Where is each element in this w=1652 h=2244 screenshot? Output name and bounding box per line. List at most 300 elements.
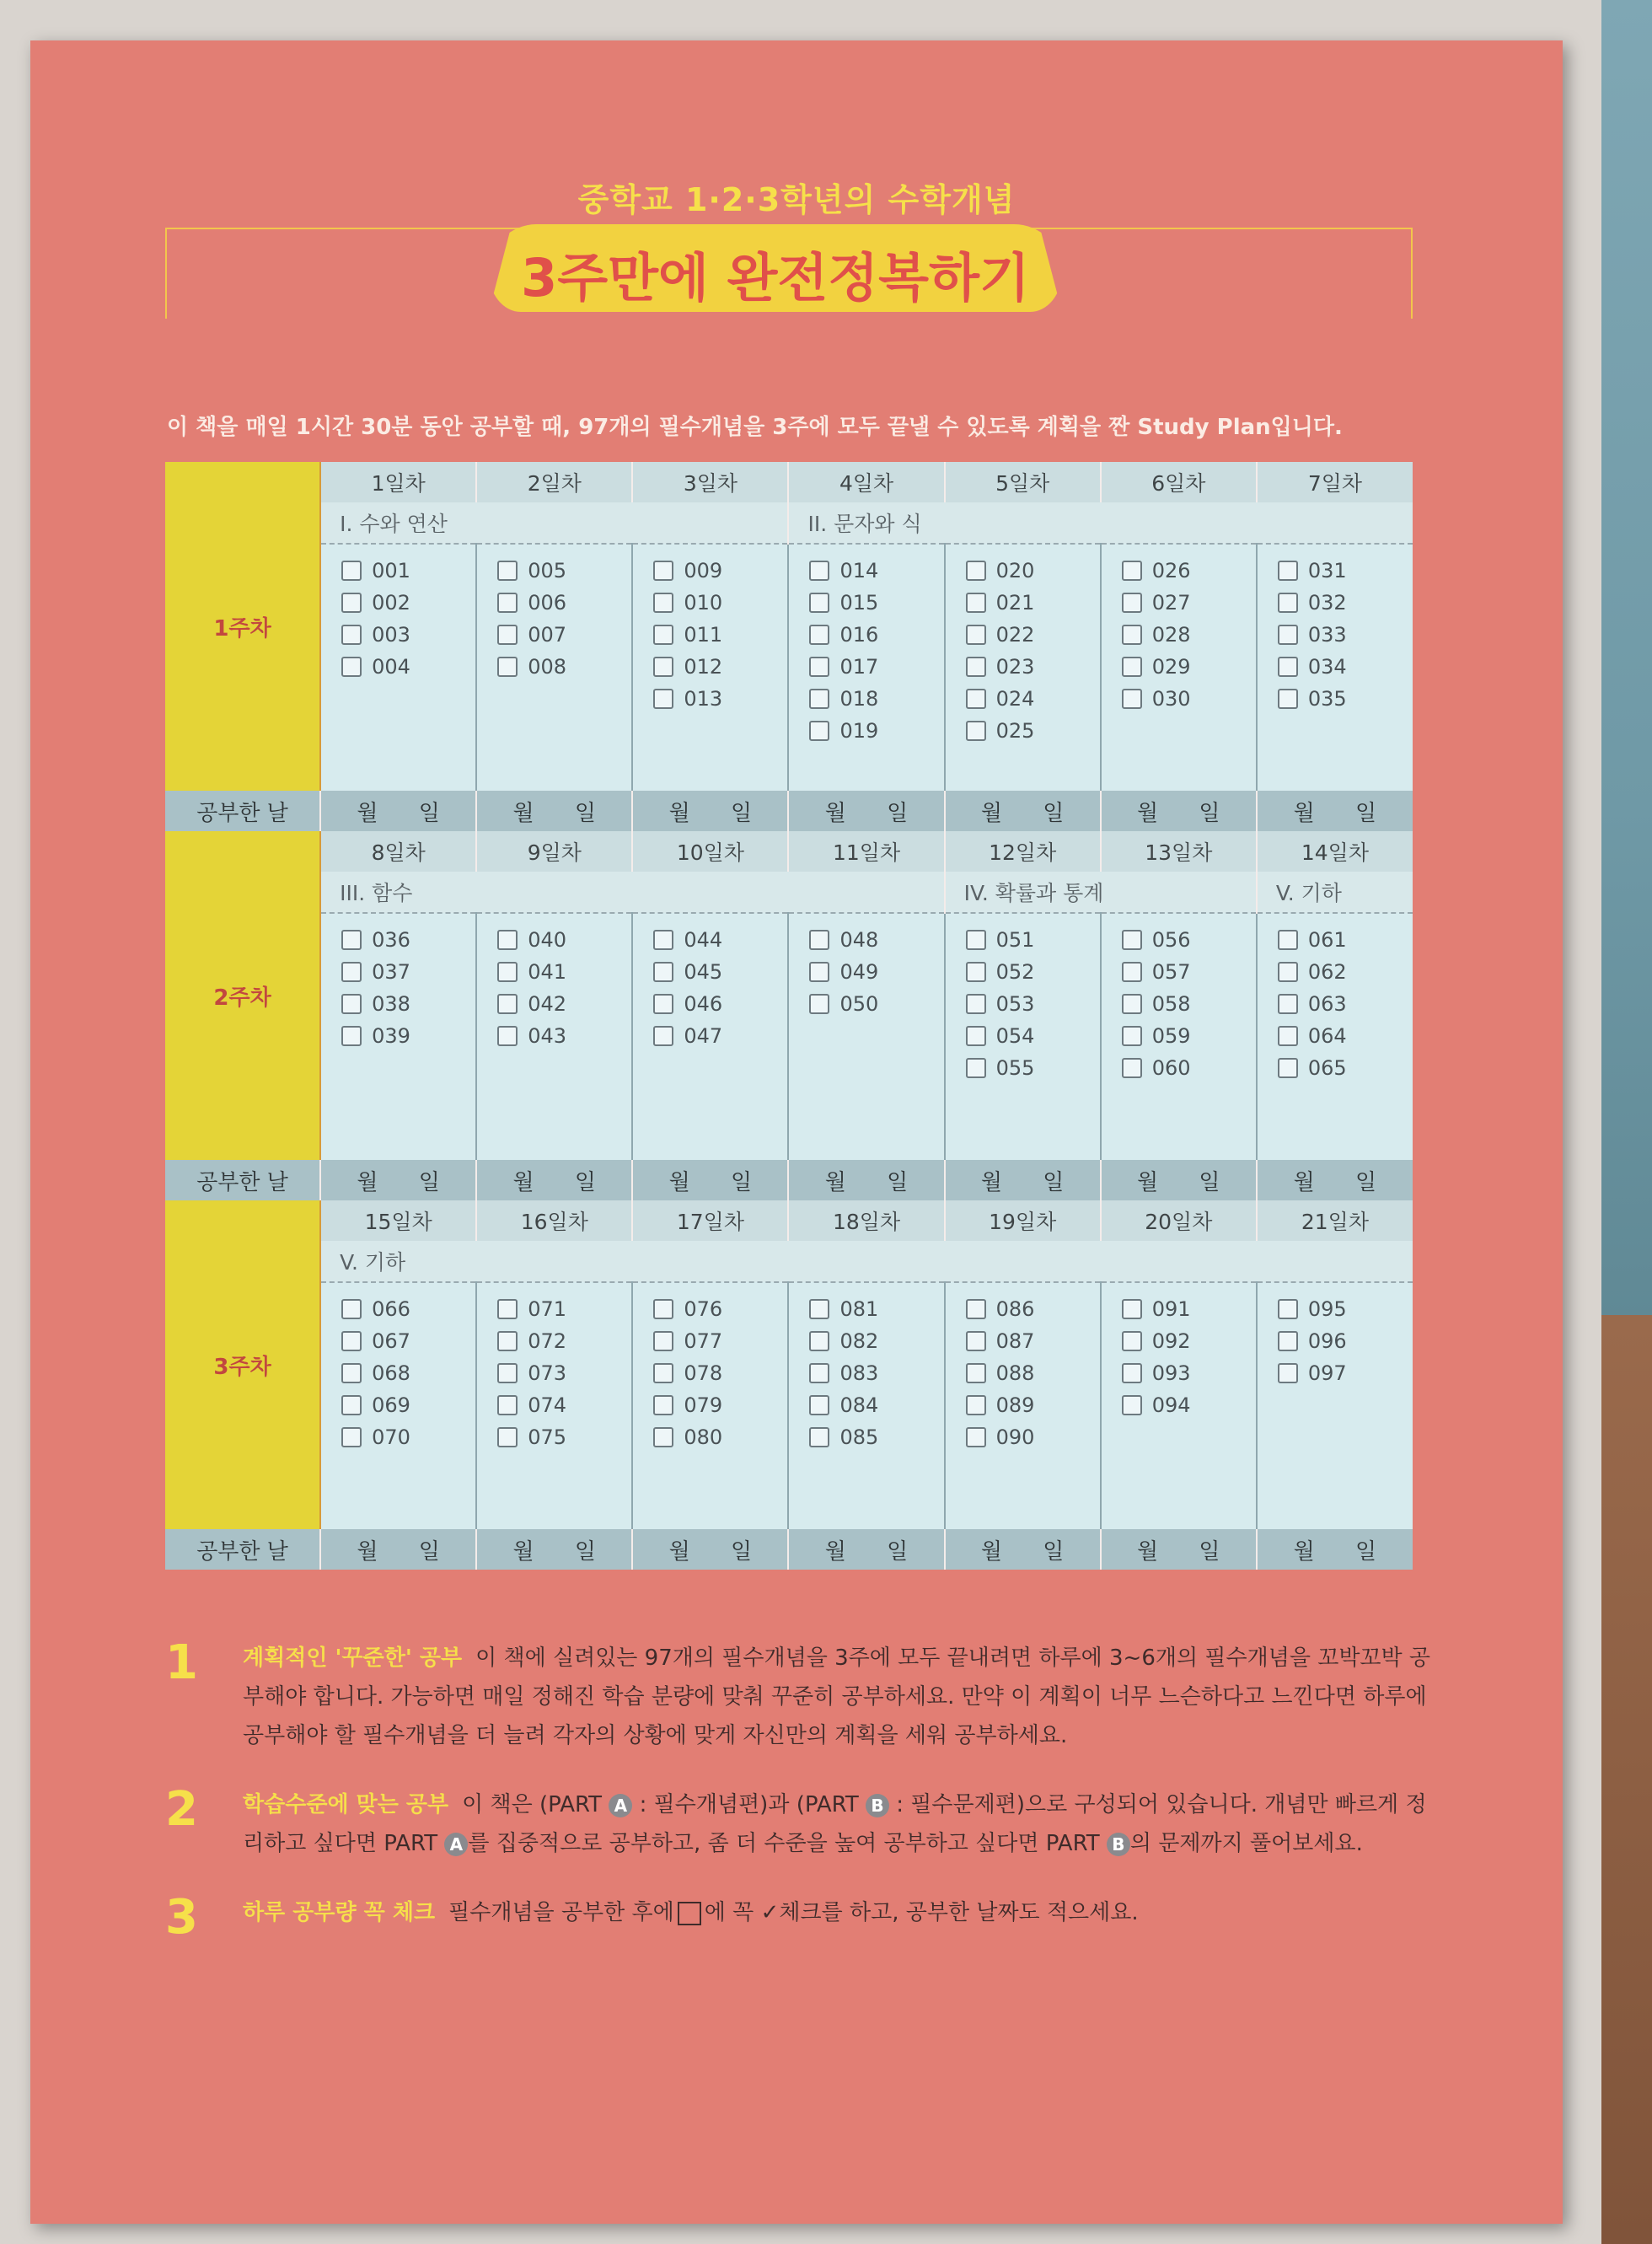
concept-item[interactable] bbox=[1278, 555, 1413, 587]
concept-item[interactable] bbox=[1278, 988, 1413, 1020]
checkbox[interactable] bbox=[497, 1363, 518, 1383]
concept-number: 027 bbox=[1151, 591, 1191, 615]
checkbox[interactable] bbox=[497, 561, 518, 581]
study-date-field[interactable]: 월 일 bbox=[945, 791, 1101, 831]
checkbox[interactable] bbox=[966, 1026, 986, 1046]
checkbox[interactable] bbox=[1122, 994, 1142, 1014]
concept-item[interactable] bbox=[1122, 1293, 1256, 1325]
checkbox[interactable] bbox=[966, 1299, 986, 1319]
checkbox[interactable] bbox=[1122, 657, 1142, 677]
concept-number: 064 bbox=[1307, 1024, 1347, 1048]
concept-number: 037 bbox=[372, 960, 410, 984]
concept-item[interactable] bbox=[497, 1421, 631, 1453]
concept-item[interactable] bbox=[653, 555, 787, 587]
concept-item[interactable] bbox=[497, 956, 631, 988]
study-date-label: 공부한 날 bbox=[165, 1529, 320, 1570]
concept-number: 020 bbox=[995, 559, 1035, 582]
concept-number: 087 bbox=[995, 1329, 1035, 1353]
concept-item[interactable] bbox=[1122, 683, 1256, 715]
checkbox[interactable] bbox=[809, 962, 829, 982]
checkbox[interactable] bbox=[1278, 1026, 1298, 1046]
checkbox[interactable] bbox=[497, 1331, 518, 1351]
checkbox[interactable] bbox=[497, 1026, 518, 1046]
concept-item[interactable] bbox=[1278, 587, 1413, 619]
day-label: 10일차 bbox=[632, 831, 788, 872]
checkbox[interactable] bbox=[1122, 930, 1142, 950]
concept-item[interactable] bbox=[497, 619, 631, 651]
checkbox[interactable] bbox=[1122, 561, 1142, 581]
concept-number: 076 bbox=[684, 1297, 723, 1321]
checkbox[interactable] bbox=[809, 1299, 829, 1319]
concept-item[interactable] bbox=[1278, 683, 1413, 715]
concept-item[interactable] bbox=[1278, 1293, 1413, 1325]
concept-number: 039 bbox=[372, 1024, 410, 1048]
checkbox[interactable] bbox=[341, 930, 362, 950]
study-date-field[interactable]: 월 일 bbox=[476, 1529, 632, 1570]
checkbox[interactable] bbox=[809, 1395, 829, 1415]
checkbox[interactable] bbox=[1278, 1299, 1298, 1319]
checkbox[interactable] bbox=[966, 994, 986, 1014]
concept-number: 047 bbox=[684, 1024, 723, 1048]
checkbox[interactable] bbox=[966, 561, 986, 581]
concept-item[interactable] bbox=[966, 555, 1100, 587]
concept-item[interactable] bbox=[809, 555, 943, 587]
study-date-field[interactable]: 월 일 bbox=[320, 791, 476, 831]
day-label: 15일차 bbox=[320, 1200, 476, 1241]
concept-number: 031 bbox=[1307, 559, 1347, 582]
concept-number: 043 bbox=[528, 1024, 567, 1048]
concept-number: 068 bbox=[372, 1361, 410, 1385]
concept-number: 012 bbox=[684, 655, 723, 679]
note-number: 3 bbox=[165, 1890, 198, 1945]
concept-item[interactable] bbox=[497, 1325, 631, 1357]
concept-item[interactable] bbox=[1278, 651, 1413, 683]
checkbox[interactable] bbox=[1278, 561, 1298, 581]
checkbox[interactable] bbox=[341, 1299, 362, 1319]
checkbox[interactable] bbox=[653, 625, 673, 645]
day-checklist bbox=[632, 1282, 788, 1529]
concept-item[interactable] bbox=[653, 683, 787, 715]
concept-number: 049 bbox=[839, 960, 879, 984]
checkbox[interactable] bbox=[809, 689, 829, 709]
study-date-field[interactable]: 월 일 bbox=[476, 1160, 632, 1200]
concept-item[interactable] bbox=[1122, 956, 1256, 988]
concept-number: 021 bbox=[995, 591, 1035, 615]
checkbox[interactable] bbox=[653, 1299, 673, 1319]
checkbox[interactable] bbox=[809, 994, 829, 1014]
part-a-badge: A bbox=[609, 1794, 632, 1817]
checkbox[interactable] bbox=[497, 625, 518, 645]
checkbox[interactable] bbox=[966, 593, 986, 613]
concept-number: 041 bbox=[528, 960, 567, 984]
concept-number: 017 bbox=[839, 655, 879, 679]
study-date-field[interactable]: 월 일 bbox=[476, 791, 632, 831]
concept-number: 045 bbox=[684, 960, 723, 984]
study-date-row bbox=[165, 791, 1413, 831]
concept-item[interactable] bbox=[1278, 1052, 1413, 1084]
concept-item[interactable] bbox=[809, 1325, 943, 1357]
study-date-field[interactable]: 월 일 bbox=[1257, 791, 1413, 831]
concept-item[interactable] bbox=[341, 988, 475, 1020]
concept-item[interactable] bbox=[341, 1357, 475, 1389]
checkbox[interactable] bbox=[653, 962, 673, 982]
concept-item[interactable] bbox=[966, 1293, 1100, 1325]
checkbox[interactable] bbox=[809, 721, 829, 741]
study-date-field[interactable]: 월 일 bbox=[788, 791, 944, 831]
checkbox[interactable] bbox=[1278, 994, 1298, 1014]
concept-item[interactable] bbox=[809, 683, 943, 715]
concept-number: 096 bbox=[1307, 1329, 1347, 1353]
checkbox[interactable] bbox=[1122, 625, 1142, 645]
checkbox[interactable] bbox=[1122, 1026, 1142, 1046]
concept-item[interactable] bbox=[809, 651, 943, 683]
concept-number: 029 bbox=[1151, 655, 1191, 679]
concept-item[interactable] bbox=[1278, 1357, 1413, 1389]
checkbox[interactable] bbox=[1278, 930, 1298, 950]
concept-number: 055 bbox=[995, 1056, 1035, 1080]
concept-number: 056 bbox=[1151, 928, 1191, 952]
checkbox[interactable] bbox=[341, 1395, 362, 1415]
day-header-row bbox=[165, 462, 1413, 502]
week-label: 1주차 bbox=[165, 462, 320, 791]
day-checklist bbox=[1101, 544, 1257, 791]
checkbox[interactable] bbox=[1122, 593, 1142, 613]
concept-item[interactable] bbox=[1122, 1052, 1256, 1084]
concept-item[interactable] bbox=[497, 1389, 631, 1421]
note-heading: 하루 공부량 꼭 체크 bbox=[243, 1900, 436, 1925]
checkbox[interactable] bbox=[809, 1331, 829, 1351]
note-text: 필수개념을 공부한 후에 bbox=[448, 1900, 674, 1925]
concept-number: 001 bbox=[372, 559, 410, 582]
notes-section bbox=[165, 1635, 1446, 1962]
checkbox[interactable] bbox=[966, 1058, 986, 1078]
checkbox[interactable] bbox=[341, 1363, 362, 1383]
checkbox[interactable] bbox=[1122, 1395, 1142, 1415]
concept-item[interactable] bbox=[653, 1325, 787, 1357]
checkbox[interactable] bbox=[653, 1331, 673, 1351]
page-subtitle: 중학교 1·2·3학년의 수학개념 bbox=[577, 181, 1016, 218]
concept-item[interactable] bbox=[341, 619, 475, 651]
page-title: 3주만에 완전정복하기 bbox=[521, 247, 1030, 309]
study-date-field[interactable]: 월 일 bbox=[632, 1529, 788, 1570]
concept-item[interactable] bbox=[1122, 1389, 1256, 1421]
checkbox[interactable] bbox=[1122, 1299, 1142, 1319]
study-date-field[interactable]: 월 일 bbox=[632, 791, 788, 831]
concept-item[interactable] bbox=[809, 1293, 943, 1325]
checkbox[interactable] bbox=[966, 962, 986, 982]
study-date-field[interactable]: 월 일 bbox=[320, 1160, 476, 1200]
concept-item[interactable] bbox=[653, 651, 787, 683]
concept-number: 071 bbox=[528, 1297, 567, 1321]
concept-number: 070 bbox=[372, 1425, 410, 1449]
concept-number: 023 bbox=[995, 655, 1035, 679]
concept-item[interactable] bbox=[809, 619, 943, 651]
checkbox[interactable] bbox=[1278, 1331, 1298, 1351]
concept-item[interactable] bbox=[653, 1020, 787, 1052]
concept-item[interactable] bbox=[1278, 956, 1413, 988]
day-label: 7일차 bbox=[1257, 462, 1413, 502]
concept-item[interactable] bbox=[653, 924, 787, 956]
checkbox[interactable] bbox=[497, 930, 518, 950]
checkbox[interactable] bbox=[1122, 1331, 1142, 1351]
study-date-field[interactable]: 월 일 bbox=[1101, 1529, 1257, 1570]
concept-item[interactable] bbox=[653, 1389, 787, 1421]
concept-item[interactable] bbox=[341, 1293, 475, 1325]
checkbox[interactable] bbox=[341, 561, 362, 581]
checkbox[interactable] bbox=[1122, 1058, 1142, 1078]
concept-item[interactable] bbox=[809, 1357, 943, 1389]
concept-item[interactable] bbox=[1122, 587, 1256, 619]
checkbox[interactable] bbox=[653, 1363, 673, 1383]
concept-item[interactable] bbox=[1122, 651, 1256, 683]
checkbox[interactable] bbox=[966, 1427, 986, 1447]
checkbox[interactable] bbox=[809, 930, 829, 950]
checkbox[interactable] bbox=[653, 657, 673, 677]
concept-item[interactable] bbox=[1122, 988, 1256, 1020]
concept-number: 024 bbox=[995, 687, 1035, 711]
concept-item[interactable] bbox=[341, 587, 475, 619]
concept-number: 006 bbox=[528, 591, 567, 615]
checkbox[interactable] bbox=[966, 625, 986, 645]
concept-item[interactable] bbox=[966, 1389, 1100, 1421]
concept-item[interactable] bbox=[809, 956, 943, 988]
checkbox[interactable] bbox=[966, 721, 986, 741]
checkbox[interactable] bbox=[341, 1331, 362, 1351]
concept-item[interactable] bbox=[966, 619, 1100, 651]
concept-item[interactable] bbox=[497, 587, 631, 619]
concept-number: 075 bbox=[528, 1425, 567, 1449]
checkbox[interactable] bbox=[966, 1395, 986, 1415]
study-date-row bbox=[165, 1529, 1413, 1570]
concept-item[interactable] bbox=[653, 587, 787, 619]
checkbox[interactable] bbox=[653, 1427, 673, 1447]
checkbox[interactable] bbox=[809, 625, 829, 645]
section-title: V. 기하 bbox=[1257, 872, 1413, 913]
day-checklist bbox=[320, 1282, 476, 1529]
checkbox[interactable] bbox=[1122, 962, 1142, 982]
concept-item[interactable] bbox=[966, 1020, 1100, 1052]
checkbox[interactable] bbox=[966, 1363, 986, 1383]
concept-item[interactable] bbox=[341, 651, 475, 683]
checkbox[interactable] bbox=[1278, 1363, 1298, 1383]
concept-item[interactable] bbox=[809, 1389, 943, 1421]
concept-item[interactable] bbox=[966, 1357, 1100, 1389]
checkbox[interactable] bbox=[497, 1427, 518, 1447]
checkbox[interactable] bbox=[341, 994, 362, 1014]
concept-item[interactable] bbox=[966, 651, 1100, 683]
concept-number: 048 bbox=[839, 928, 879, 952]
concept-number: 073 bbox=[528, 1361, 567, 1385]
concept-item[interactable] bbox=[809, 988, 943, 1020]
concept-item[interactable] bbox=[653, 1293, 787, 1325]
concept-item[interactable] bbox=[809, 924, 943, 956]
concept-item[interactable] bbox=[341, 956, 475, 988]
concept-item[interactable] bbox=[966, 715, 1100, 747]
checkbox[interactable] bbox=[1278, 625, 1298, 645]
concept-item[interactable] bbox=[1278, 619, 1413, 651]
day-label: 4일차 bbox=[788, 462, 944, 502]
checkbox[interactable] bbox=[497, 657, 518, 677]
note-2 bbox=[165, 1782, 1446, 1863]
study-date-row bbox=[165, 1160, 1413, 1200]
concept-number: 061 bbox=[1307, 928, 1347, 952]
study-date-field[interactable]: 월 일 bbox=[632, 1160, 788, 1200]
concept-item[interactable] bbox=[809, 587, 943, 619]
concept-item[interactable] bbox=[341, 1020, 475, 1052]
checkbox[interactable] bbox=[1278, 689, 1298, 709]
checkbox[interactable] bbox=[341, 625, 362, 645]
note-number: 1 bbox=[165, 1635, 198, 1690]
concept-number: 028 bbox=[1151, 623, 1191, 647]
study-date-field[interactable]: 월 일 bbox=[320, 1529, 476, 1570]
study-date-field[interactable]: 월 일 bbox=[788, 1160, 944, 1200]
concept-number: 016 bbox=[839, 623, 879, 647]
day-label: 9일차 bbox=[476, 831, 632, 872]
concept-item[interactable] bbox=[1122, 1020, 1256, 1052]
note-text: 이 책에 실려있는 97개의 필수개념을 3주에 모두 끝내려면 하루에 3~6개의 필수개념을 꼬박꼬박 공부해야 합니다. 가능하면 매일 정해진 학습 분량에 맞춰 꾸준히 공부하세요. 만약 이 계획이 너무 느슨하다고 느낀다면 하루에 공부해야 할 필수개념을 더 늘려 각자의 상황에 맞게 자신만의 계획을 세워 공부하세요. bbox=[243, 1645, 1431, 1748]
checkbox[interactable] bbox=[341, 962, 362, 982]
checkbox[interactable] bbox=[653, 561, 673, 581]
concept-number: 040 bbox=[528, 928, 567, 952]
concept-item[interactable] bbox=[497, 1357, 631, 1389]
concept-item[interactable] bbox=[966, 988, 1100, 1020]
checkbox[interactable] bbox=[1278, 962, 1298, 982]
study-date-field[interactable]: 월 일 bbox=[1257, 1529, 1413, 1570]
checkbox[interactable] bbox=[966, 689, 986, 709]
note-text: 를 집중적으로 공부하고, 좀 더 수준을 높여 공부하고 싶다면 PART bbox=[468, 1831, 1100, 1856]
checkbox[interactable] bbox=[809, 1363, 829, 1383]
concept-item[interactable] bbox=[341, 924, 475, 956]
concept-number: 022 bbox=[995, 623, 1035, 647]
concept-item[interactable] bbox=[1122, 924, 1256, 956]
checkbox[interactable] bbox=[341, 1026, 362, 1046]
note-text: : 필수문제편)으로 구성되어 있습니다. 개념만 빠르게 정리하고 싶다면 PART bbox=[243, 1792, 1427, 1856]
checkbox[interactable] bbox=[1278, 593, 1298, 613]
day-checklist bbox=[945, 1282, 1101, 1529]
checkbox[interactable] bbox=[653, 1026, 673, 1046]
concept-item[interactable] bbox=[1122, 619, 1256, 651]
concept-item[interactable] bbox=[497, 651, 631, 683]
checkbox-icon bbox=[678, 1902, 701, 1925]
concept-item[interactable] bbox=[497, 1020, 631, 1052]
checkbox[interactable] bbox=[497, 593, 518, 613]
concept-item[interactable] bbox=[966, 1052, 1100, 1084]
checkbox[interactable] bbox=[1278, 657, 1298, 677]
concept-number: 026 bbox=[1151, 559, 1191, 582]
checkbox[interactable] bbox=[341, 1427, 362, 1447]
day-label: 16일차 bbox=[476, 1200, 632, 1241]
study-date-field[interactable]: 월 일 bbox=[1257, 1160, 1413, 1200]
concept-item[interactable] bbox=[653, 1357, 787, 1389]
concept-item[interactable] bbox=[966, 1325, 1100, 1357]
concept-item[interactable] bbox=[1278, 1020, 1413, 1052]
checkbox[interactable] bbox=[653, 593, 673, 613]
concept-item[interactable] bbox=[1122, 1357, 1256, 1389]
concept-number: 072 bbox=[528, 1329, 567, 1353]
checkbox[interactable] bbox=[809, 657, 829, 677]
concept-number: 054 bbox=[995, 1024, 1035, 1048]
concept-number: 019 bbox=[839, 719, 879, 743]
part-b-badge: B bbox=[1107, 1833, 1130, 1856]
concept-item[interactable] bbox=[1278, 924, 1413, 956]
concept-item[interactable] bbox=[966, 1421, 1100, 1453]
study-date-field[interactable]: 월 일 bbox=[1101, 791, 1257, 831]
concept-item[interactable] bbox=[966, 587, 1100, 619]
checkbox[interactable] bbox=[966, 657, 986, 677]
checkbox[interactable] bbox=[809, 593, 829, 613]
concept-item[interactable] bbox=[497, 924, 631, 956]
concept-item[interactable] bbox=[966, 924, 1100, 956]
checkbox[interactable] bbox=[497, 1395, 518, 1415]
concept-item[interactable] bbox=[1122, 1325, 1256, 1357]
checkbox[interactable] bbox=[1122, 1363, 1142, 1383]
concept-number: 063 bbox=[1307, 992, 1347, 1016]
intro-text: 이 책을 매일 1시간 30분 동안 공부할 때, 97개의 필수개념을 3주에 모두 끝낼 수 있도록 계획을 짠 Study Plan입니다. bbox=[167, 415, 1343, 440]
day-checklist bbox=[945, 913, 1101, 1160]
checkbox[interactable] bbox=[497, 1299, 518, 1319]
concept-item[interactable] bbox=[653, 988, 787, 1020]
day-label: 5일차 bbox=[945, 462, 1101, 502]
study-date-field[interactable]: 월 일 bbox=[945, 1529, 1101, 1570]
checkbox[interactable] bbox=[497, 994, 518, 1014]
concept-item[interactable] bbox=[966, 956, 1100, 988]
checkbox[interactable] bbox=[653, 689, 673, 709]
part-b-badge: B bbox=[866, 1794, 889, 1817]
day-header-row bbox=[165, 1200, 1413, 1241]
concept-item[interactable] bbox=[1122, 555, 1256, 587]
study-date-field[interactable]: 월 일 bbox=[788, 1529, 944, 1570]
concept-item[interactable] bbox=[497, 988, 631, 1020]
concept-item[interactable] bbox=[1278, 1325, 1413, 1357]
checkbox[interactable] bbox=[653, 1395, 673, 1415]
concept-item[interactable] bbox=[497, 555, 631, 587]
concept-item[interactable] bbox=[966, 683, 1100, 715]
checkbox[interactable] bbox=[1278, 1058, 1298, 1078]
checkbox[interactable] bbox=[1122, 689, 1142, 709]
checkbox[interactable] bbox=[809, 561, 829, 581]
day-checklist bbox=[788, 1282, 944, 1529]
study-date-field[interactable]: 월 일 bbox=[1101, 1160, 1257, 1200]
concept-item[interactable] bbox=[653, 956, 787, 988]
concept-item[interactable] bbox=[809, 1421, 943, 1453]
concept-item[interactable] bbox=[653, 1421, 787, 1453]
concept-item[interactable] bbox=[341, 1421, 475, 1453]
concept-item[interactable] bbox=[341, 1389, 475, 1421]
concept-number: 046 bbox=[684, 992, 723, 1016]
section-title: I. 수와 연산 bbox=[320, 502, 788, 544]
day-checklist bbox=[788, 544, 944, 791]
checkbox[interactable] bbox=[341, 657, 362, 677]
checkbox[interactable] bbox=[966, 1331, 986, 1351]
checkbox[interactable] bbox=[966, 930, 986, 950]
concept-item[interactable] bbox=[341, 555, 475, 587]
concept-number: 038 bbox=[372, 992, 410, 1016]
concept-item[interactable] bbox=[653, 619, 787, 651]
concept-item[interactable] bbox=[497, 1293, 631, 1325]
checkbox[interactable] bbox=[809, 1427, 829, 1447]
concept-item[interactable] bbox=[809, 715, 943, 747]
concept-number: 090 bbox=[995, 1425, 1035, 1449]
note-text: : 필수개념편)과 (PART bbox=[639, 1792, 859, 1817]
checkbox[interactable] bbox=[497, 962, 518, 982]
checkbox[interactable] bbox=[341, 593, 362, 613]
concept-item[interactable] bbox=[341, 1325, 475, 1357]
checkbox[interactable] bbox=[653, 994, 673, 1014]
checklist-row bbox=[165, 913, 1413, 1160]
study-date-field[interactable]: 월 일 bbox=[945, 1160, 1101, 1200]
checkbox[interactable] bbox=[653, 930, 673, 950]
concept-number: 082 bbox=[839, 1329, 879, 1353]
